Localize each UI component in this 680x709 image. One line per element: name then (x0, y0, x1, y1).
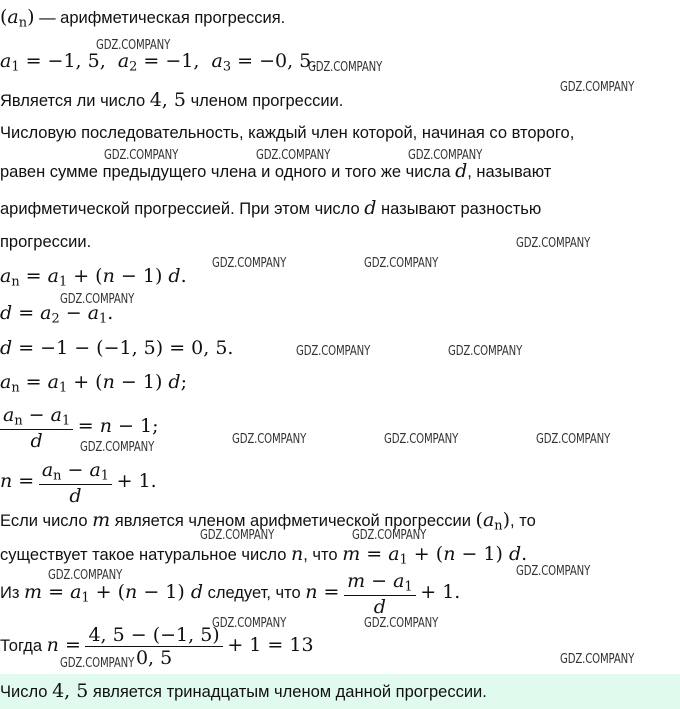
watermark: GDZ.COMPANY (212, 616, 287, 631)
watermark: GDZ.COMPANY (60, 292, 135, 307)
watermark: GDZ.COMPANY (516, 564, 591, 579)
given-terms: $a_1 = -1$, 5, $a_2 = -1$, $a_3 = -0$, 5. (0, 50, 318, 75)
answer-line: Число 4, 5 является тринадцатым членом данной прогрессии. (0, 680, 487, 702)
watermark: GDZ.COMPANY (48, 568, 123, 583)
watermark: GDZ.COMPANY (352, 528, 427, 543)
watermark: GDZ.COMPANY (384, 432, 459, 447)
watermark: GDZ.COMPANY (364, 256, 439, 271)
watermark: GDZ.COMPANY (104, 148, 179, 163)
watermark: GDZ.COMPANY (232, 432, 307, 447)
watermark: GDZ.COMPANY (516, 236, 591, 251)
watermark: GDZ.COMPANY (96, 38, 171, 53)
watermark: GDZ.COMPANY (200, 528, 275, 543)
question-line: Является ли число 4, 5 членом прогрессии. (0, 89, 344, 111)
watermark: GDZ.COMPANY (256, 148, 331, 163)
watermark: GDZ.COMPANY (212, 256, 287, 271)
formula-nth-term: $a_n = a_1 + (n - 1)$ d. (0, 265, 187, 290)
calculation-line: Тогда n = $\frac{4, 5 - (-1, 5)}{0, 5}$ + 1 = 13 (0, 624, 314, 669)
formula-fraction-1: $\frac{a_n - a_1}{d}$ = n − 1; (0, 404, 159, 452)
definition-line-1: Числовую последовательность, каждый член которой, начиная со второго, (0, 124, 575, 142)
watermark: GDZ.COMPANY (536, 432, 611, 447)
watermark: GDZ.COMPANY (408, 148, 483, 163)
intro-line: $(a_n)$ — арифметическая прогрессия. (0, 6, 286, 31)
question-number: 4, 5 (149, 89, 186, 111)
intro-text: — арифметическая прогрессия. (39, 9, 286, 27)
watermark: GDZ.COMPANY (80, 440, 155, 455)
watermark: GDZ.COMPANY (560, 80, 635, 95)
difference-value: d = −1 − (−1, 5) = 0, 5. (0, 337, 234, 359)
watermark: GDZ.COMPANY (308, 60, 383, 75)
formula-difference: $d = a_2 - a_1$. (0, 302, 114, 327)
formula-n: n = $\frac{a_n - a_1}{d}$ + 1. (0, 459, 157, 507)
condition-line-2: существует такое натуральное число n, что $m = a_1 + (n - 1)$ d. (0, 543, 528, 568)
watermark: GDZ.COMPANY (296, 344, 371, 359)
watermark: GDZ.COMPANY (364, 616, 439, 631)
watermark: GDZ.COMPANY (448, 344, 523, 359)
definition-line-4: прогрессии. (0, 233, 92, 251)
definition-line-2: равен сумме предыдущего члена и одного и того же числа d, называют (0, 160, 552, 182)
definition-line-3: арифметической прогрессией. При этом число d называют разностью (0, 197, 542, 219)
answer-number: 4, 5 (52, 680, 89, 702)
derivation-line: Из $m = a_1 + (n - 1)$ d следует, что n = $\frac{m - a_1}{d}$ + 1. (0, 570, 461, 618)
formula-nth-term-2: $a_n = a_1 + (n - 1)$ d; (0, 371, 187, 396)
condition-line-1: Если число m является членом арифметической прогрессии $(a_n)$, то (0, 509, 536, 534)
watermark: GDZ.COMPANY (60, 656, 135, 671)
watermark: GDZ.COMPANY (560, 652, 635, 667)
